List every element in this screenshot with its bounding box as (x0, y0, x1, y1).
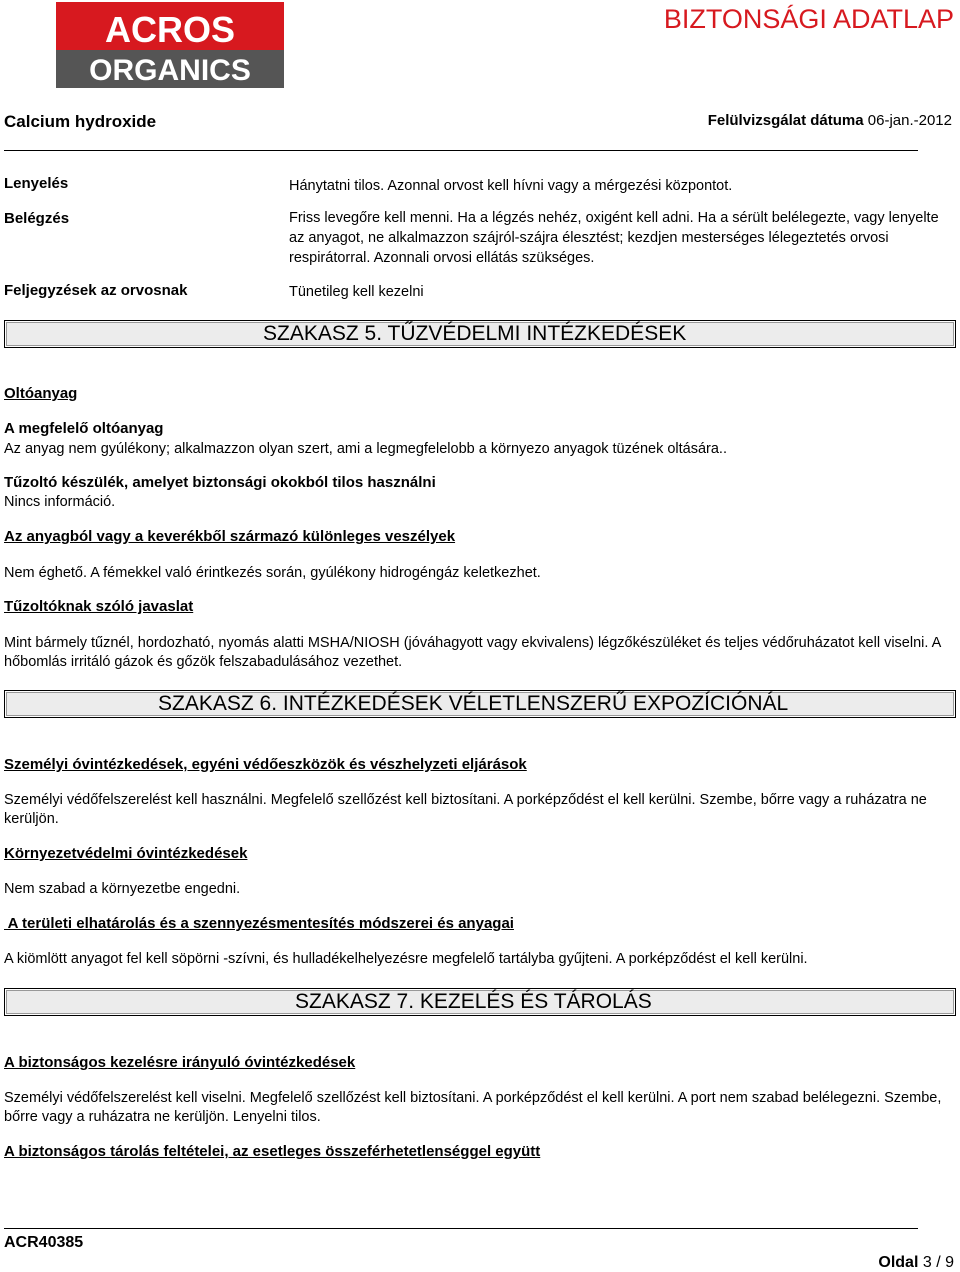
firefighter-advice-heading: Tűzoltóknak szóló javaslat (4, 598, 194, 615)
document-code: ACR40385 (4, 1234, 84, 1251)
logo-line1: ACROS (104, 9, 236, 50)
revision-date (708, 112, 952, 129)
suitable-media-text: Az anyag nem gyúlékony; alkalmazzon olyan szert, ami a legmegfelelobb a környezo anyagok tüzének oltására.. (4, 441, 727, 457)
section6-title: SZAKASZ 6. INTÉZKEDÉSEK VÉLETLENSZERŰ EXPOZÍCIÓNÁL (158, 692, 789, 715)
revision-label: Felülvizsgálat dátuma (707, 112, 864, 129)
special-hazards-heading: Az anyagból vagy a keverékből származó különleges veszélyek (4, 528, 456, 545)
page-number (878, 1254, 954, 1272)
section7-title: SZAKASZ 7. KEZELÉS ÉS TÁROLÁS (295, 990, 652, 1013)
containment-heading: A területi elhatárolás és a szennyezésmentesítés módszerei és anyagai (4, 915, 514, 932)
suitable-media-heading: A megfelelő oltóanyag (4, 420, 164, 437)
personal-precautions-text: Személyi védőfelszerelést kell használni. Megfelelő szellőzést kell biztosítani. A porképződést el kell kerülni. Szembe, bőrre vagy a ruházatra ne kerüljön. (4, 792, 927, 827)
unsuitable-media-text: Nincs információ. (4, 494, 116, 510)
containment-text: A kiömlött anyagot fel kell söpörni -szívni, és hulladékelhelyezésre megfelelő tartályba gyűjteni. A porképződést el kell kerülni. (4, 951, 808, 967)
revision-value: 06-jan.-2012 (867, 112, 952, 129)
ingestion-text: Hánytatni tilos. Azonnal orvost kell hívni vagy a mérgezési központot. (289, 178, 733, 194)
physician-notes-text: Tünetileg kell kezelni (289, 284, 424, 300)
page-value: 3 / 9 (922, 1254, 954, 1271)
safe-handling-heading: A biztonságos kezelésre irányuló óvintézkedések (4, 1054, 356, 1071)
footer-divider (4, 1228, 918, 1229)
header-divider (4, 150, 918, 151)
acros-organics-logo (56, 2, 284, 88)
environmental-precautions-text: Nem szabad a környezetbe engedni. (4, 881, 241, 897)
document-title: BIZTONSÁGI ADATLAP (663, 4, 954, 34)
ingestion-label: Lenyelés (4, 175, 69, 192)
unsuitable-media-heading: Tűzoltó készülék, amelyet biztonsági okokból tilos használni (4, 474, 436, 491)
page-label: Oldal (878, 1254, 919, 1271)
inhalation-label: Belégzés (4, 210, 70, 227)
special-hazards-text: Nem éghető. A fémekkel való érintkezés során, gyúlékony hidrogéngáz keletkezhet. (4, 565, 541, 581)
section7-header (4, 988, 956, 1016)
section6-header (4, 690, 956, 718)
safe-handling-text: Személyi védőfelszerelést kell viselni. Megfelelő szellőzést kell biztosítani. A porképződést el kell kerülni. A port nem szabad belélegezni. Szembe, bőrre vagy a ruházatra ne kerüljön. Lenyelni tilos. (4, 1090, 942, 1125)
inhalation-text: Friss levegőre kell menni. Ha a légzés nehéz, oxigént kell adni. Ha a sérült belélegezte, vagy lenyelte az anyagot, ne alkalmazzon szájról-szájra élesztést; kezdjen mesterséges lélegeztetés orvosi respirátorral. Azonnali orvosi ellátás szükséges. (289, 210, 939, 266)
personal-precautions-heading: Személyi óvintézkedések, egyéni védőeszközök és vészhelyzeti eljárások (4, 756, 527, 773)
section5-title: SZAKASZ 5. TŰZVÉDELMI INTÉZKEDÉSEK (263, 322, 687, 345)
section5-header (4, 320, 956, 348)
physician-notes-label: Feljegyzések az orvosnak (4, 282, 188, 299)
safe-storage-heading: A biztonságos tárolás feltételei, az esetleges összeférhetetlenséggel együtt (4, 1143, 541, 1160)
logo-line2: ORGANICS (89, 54, 251, 87)
environmental-precautions-heading: Környezetvédelmi óvintézkedések (4, 845, 248, 862)
product-name: Calcium hydroxide (4, 112, 157, 131)
extinguishing-media-heading: Oltóanyag (4, 385, 78, 402)
firefighter-advice-text: Mint bármely tűznél, hordozható, nyomás alatti MSHA/NIOSH (jóváhagyott vagy ekvivalens) légzőkészüléket és teljes védőruházatot kell viselni. A hőbomlás irritáló gázok és gőzök felszabadulásához vezethet. (4, 635, 941, 670)
